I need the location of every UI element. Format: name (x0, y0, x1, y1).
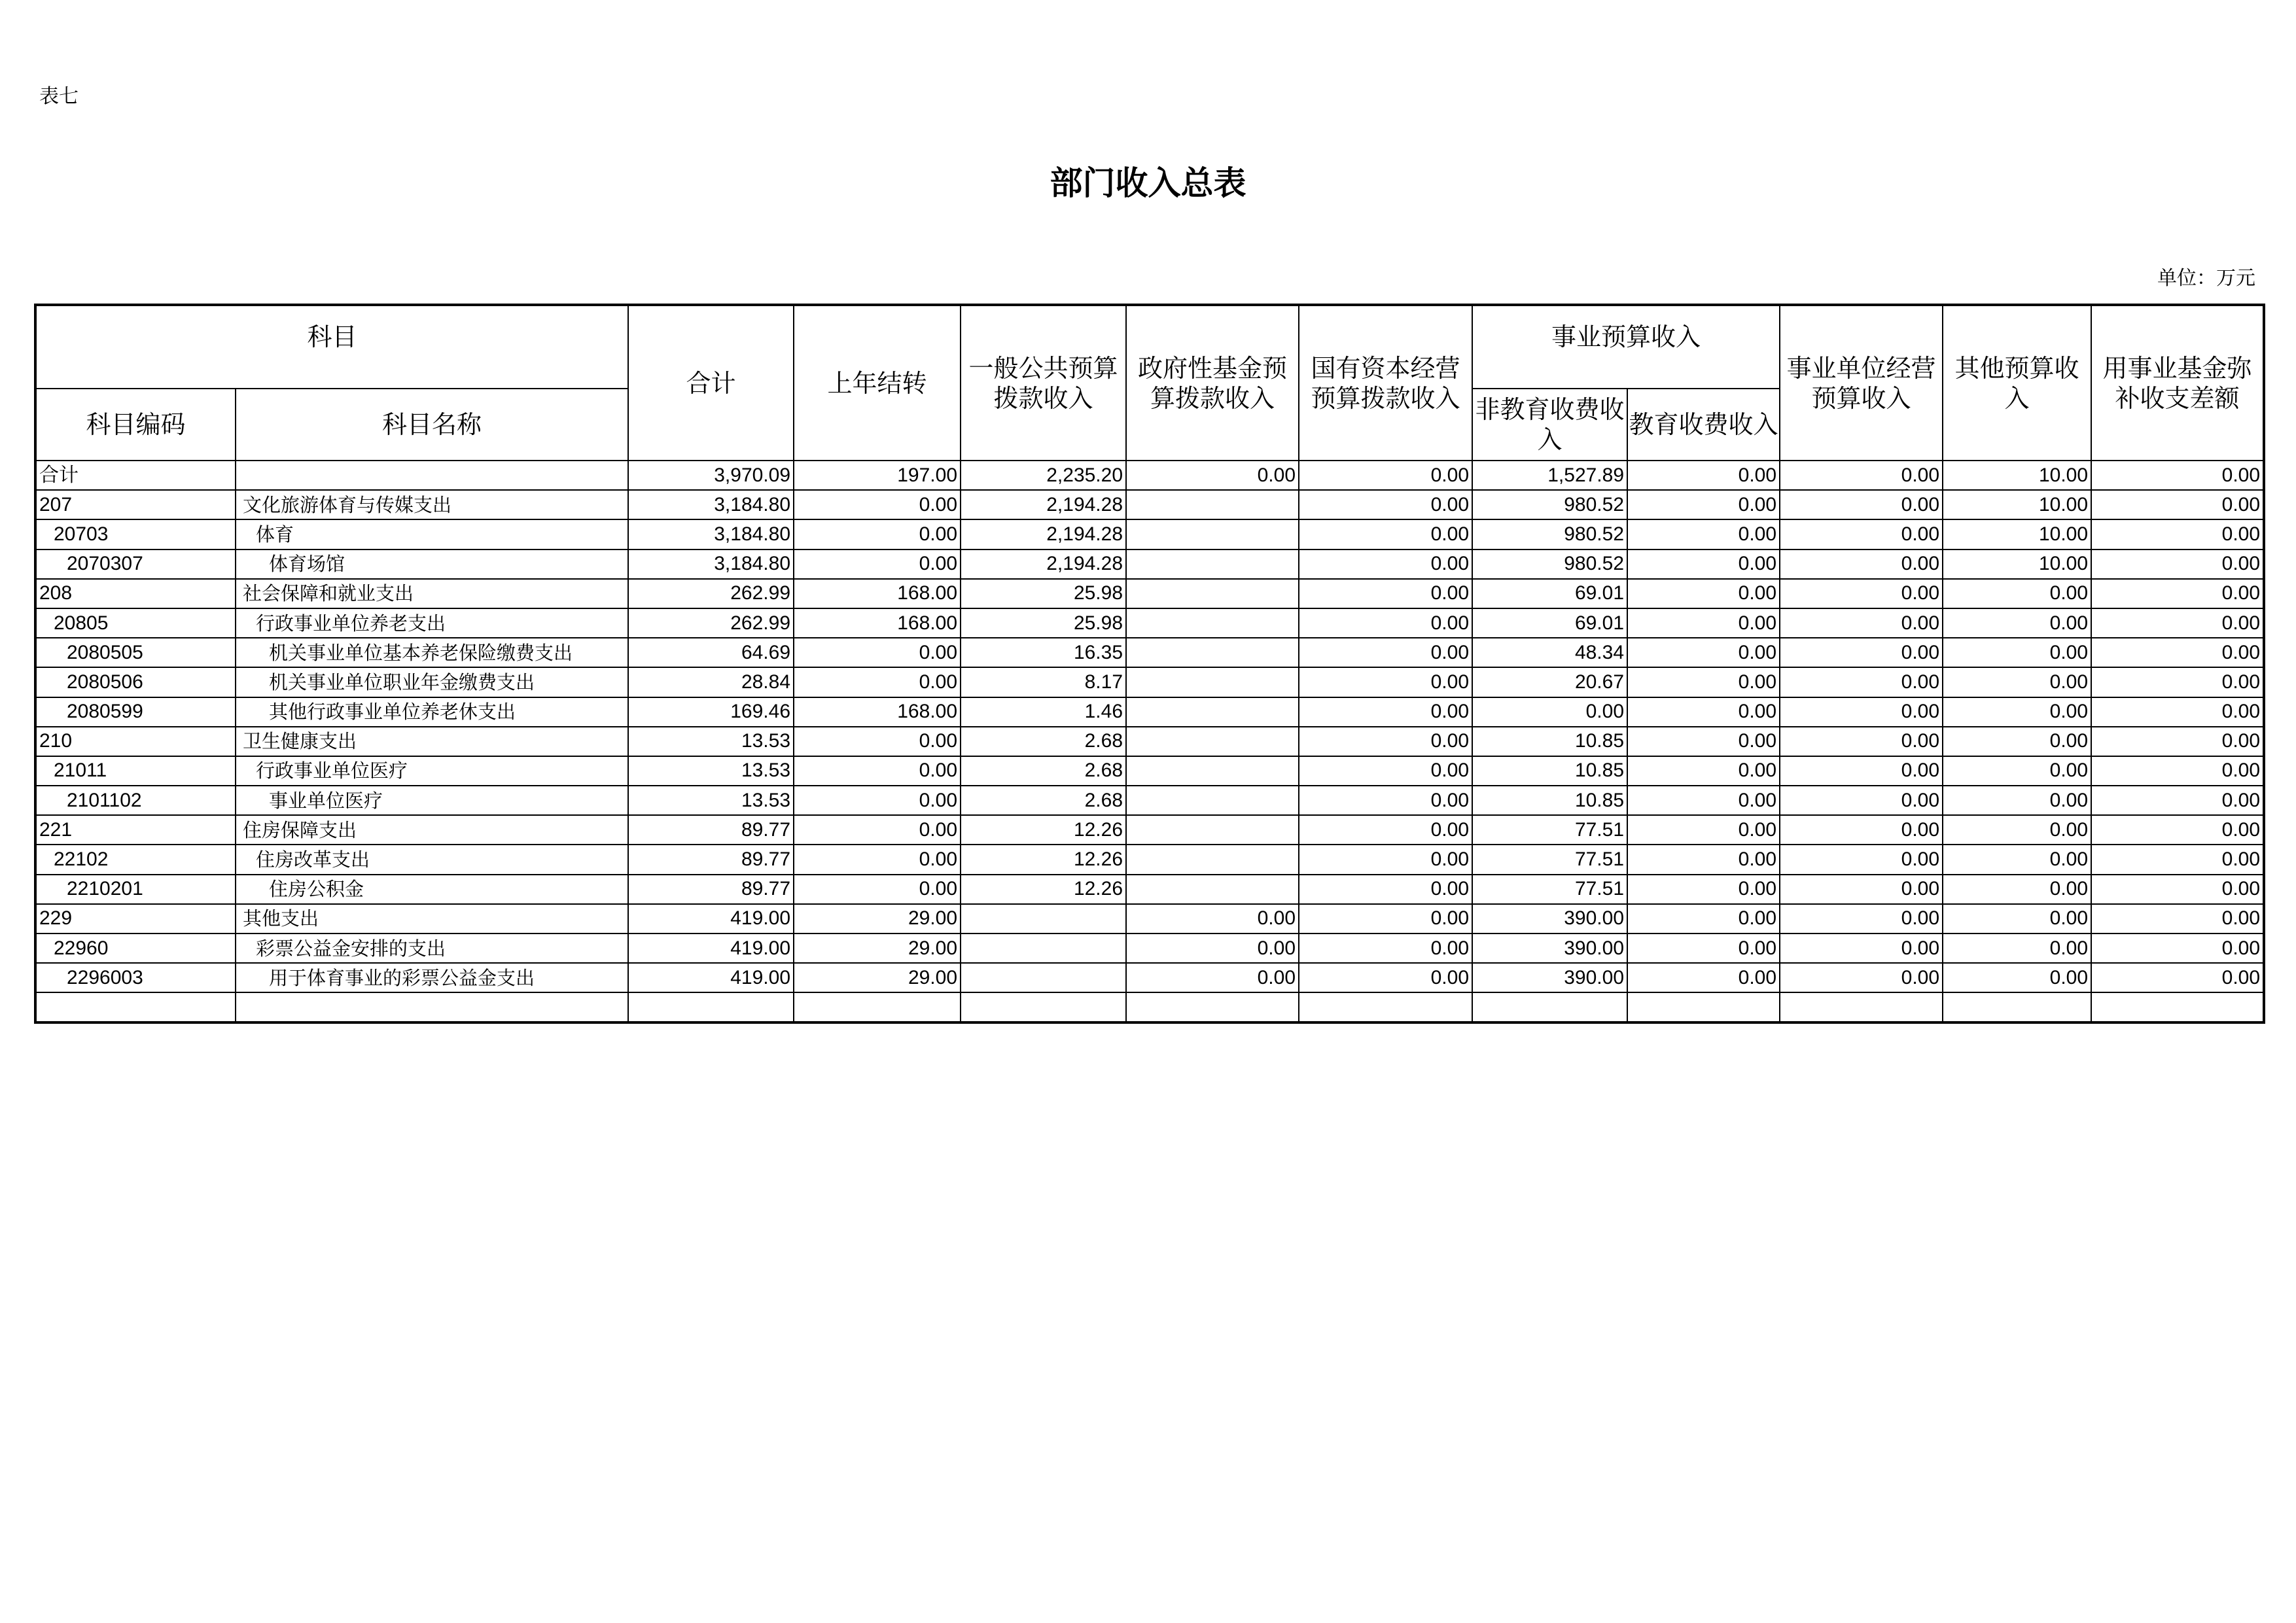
table-row (35, 904, 2264, 934)
cell-general: 8.17 (961, 667, 1126, 697)
cell-subject-code: 229 (35, 904, 236, 934)
cell-fund: 0.00 (2091, 845, 2264, 874)
cell-edu: 0.00 (1627, 697, 1780, 727)
cell-general: 25.98 (961, 579, 1126, 608)
cell-state: 0.00 (1299, 786, 1472, 815)
header-subject: 科目 (35, 305, 628, 389)
cell-operating: 0.00 (1780, 461, 1943, 490)
header-subject-code: 科目编码 (35, 389, 236, 461)
header-subject-name: 科目名称 (236, 389, 628, 461)
cell-other: 0.00 (1943, 815, 2091, 845)
cell-subject-code: 2101102 (35, 786, 236, 815)
cell-total: 13.53 (628, 756, 794, 786)
cell-nonedu: 10.85 (1472, 727, 1627, 756)
cell-other: 10.00 (1943, 461, 2091, 490)
cell-govfund (1126, 697, 1299, 727)
cell-other: 0.00 (1943, 579, 2091, 608)
cell-total: 262.99 (628, 579, 794, 608)
cell-subject-name: 机关事业单位职业年金缴费支出 (236, 667, 628, 697)
cell-subject-code: 2080599 (35, 697, 236, 727)
cell-general: 2.68 (961, 727, 1126, 756)
cell-operating: 0.00 (1780, 519, 1943, 549)
cell-operating: 0.00 (1780, 608, 1943, 638)
cell-subject-code: 207 (35, 490, 236, 519)
cell-nonedu: 48.34 (1472, 638, 1627, 667)
cell-subject-name: 行政事业单位养老支出 (236, 608, 628, 638)
cell-carryover: 0.00 (794, 550, 961, 579)
cell-carryover: 0.00 (794, 815, 961, 845)
cell-subject-name: 体育场馆 (236, 550, 628, 579)
cell-govfund (1126, 845, 1299, 874)
cell-general: 16.35 (961, 638, 1126, 667)
cell-state: 0.00 (1299, 934, 1472, 963)
cell-govfund: 0.00 (1126, 904, 1299, 934)
cell-state: 0.00 (1299, 727, 1472, 756)
cell-state: 0.00 (1299, 608, 1472, 638)
cell-total: 3,184.80 (628, 519, 794, 549)
cell-govfund (1126, 638, 1299, 667)
cell-subject-name (236, 461, 628, 490)
cell-fund: 0.00 (2091, 490, 2264, 519)
cell-edu: 0.00 (1627, 875, 1780, 904)
cell-subject-code: 20805 (35, 608, 236, 638)
cell-operating: 0.00 (1780, 756, 1943, 786)
cell-other: 0.00 (1943, 786, 2091, 815)
cell-other: 0.00 (1943, 875, 2091, 904)
header-other: 其他预算收入 (1943, 305, 2091, 461)
cell-nonedu: 390.00 (1472, 963, 1627, 992)
cell-general (961, 904, 1126, 934)
cell-govfund: 0.00 (1126, 934, 1299, 963)
cell-fund: 0.00 (2091, 934, 2264, 963)
cell-total: 13.53 (628, 727, 794, 756)
cell-subject-name: 住房公积金 (236, 875, 628, 904)
cell-operating: 0.00 (1780, 697, 1943, 727)
cell-subject-name: 体育 (236, 519, 628, 549)
cell-fund: 0.00 (2091, 904, 2264, 934)
cell-carryover: 29.00 (794, 963, 961, 992)
cell-total: 89.77 (628, 845, 794, 874)
cell-operating: 0.00 (1780, 963, 1943, 992)
cell-nonedu (1472, 992, 1627, 1022)
cell-edu: 0.00 (1627, 934, 1780, 963)
cell-nonedu: 10.85 (1472, 786, 1627, 815)
cell-carryover: 0.00 (794, 727, 961, 756)
cell-carryover: 0.00 (794, 786, 961, 815)
cell-fund: 0.00 (2091, 667, 2264, 697)
cell-subject-code: 22960 (35, 934, 236, 963)
cell-fund: 0.00 (2091, 638, 2264, 667)
cell-edu: 0.00 (1627, 579, 1780, 608)
cell-total (628, 992, 794, 1022)
cell-fund: 0.00 (2091, 786, 2264, 815)
sheet-label: 表七 (39, 85, 79, 108)
cell-other (1943, 992, 2091, 1022)
cell-total: 3,970.09 (628, 461, 794, 490)
table-row (35, 845, 2264, 874)
cell-nonedu: 69.01 (1472, 608, 1627, 638)
table-row (35, 727, 2264, 756)
cell-total: 169.46 (628, 697, 794, 727)
table-row (35, 667, 2264, 697)
cell-carryover: 29.00 (794, 904, 961, 934)
cell-subject-code: 合计 (35, 461, 236, 490)
cell-subject-code: 208 (35, 579, 236, 608)
cell-other: 0.00 (1943, 697, 2091, 727)
cell-subject-code: 2080506 (35, 667, 236, 697)
cell-fund (2091, 992, 2264, 1022)
cell-other: 0.00 (1943, 845, 2091, 874)
cell-total: 13.53 (628, 786, 794, 815)
header-business-budget: 事业预算收入 (1472, 305, 1780, 389)
cell-other: 10.00 (1943, 490, 2091, 519)
cell-carryover (794, 992, 961, 1022)
cell-subject-name: 社会保障和就业支出 (236, 579, 628, 608)
cell-state: 0.00 (1299, 815, 1472, 845)
cell-subject-code: 2210201 (35, 875, 236, 904)
cell-state: 0.00 (1299, 667, 1472, 697)
cell-state: 0.00 (1299, 963, 1472, 992)
cell-state: 0.00 (1299, 904, 1472, 934)
cell-general: 2,194.28 (961, 550, 1126, 579)
cell-state: 0.00 (1299, 638, 1472, 667)
table-row (35, 519, 2264, 549)
cell-fund: 0.00 (2091, 461, 2264, 490)
table-row (35, 579, 2264, 608)
cell-general: 2,235.20 (961, 461, 1126, 490)
cell-carryover: 168.00 (794, 697, 961, 727)
cell-operating: 0.00 (1780, 727, 1943, 756)
cell-carryover: 197.00 (794, 461, 961, 490)
cell-nonedu: 69.01 (1472, 579, 1627, 608)
cell-other: 0.00 (1943, 934, 2091, 963)
cell-nonedu: 390.00 (1472, 934, 1627, 963)
cell-general (961, 992, 1126, 1022)
cell-general: 12.26 (961, 815, 1126, 845)
table-row (35, 963, 2264, 992)
cell-nonedu: 1,527.89 (1472, 461, 1627, 490)
cell-total: 419.00 (628, 934, 794, 963)
cell-general: 2,194.28 (961, 490, 1126, 519)
cell-fund: 0.00 (2091, 875, 2264, 904)
cell-total: 419.00 (628, 963, 794, 992)
header-operating: 事业单位经营预算收入 (1780, 305, 1943, 461)
header-gov-fund: 政府性基金预算拨款收入 (1126, 305, 1299, 461)
cell-edu: 0.00 (1627, 904, 1780, 934)
header-non-edu-fee: 非教育收费收入 (1472, 389, 1627, 461)
cell-subject-code: 20703 (35, 519, 236, 549)
cell-operating: 0.00 (1780, 904, 1943, 934)
cell-edu: 0.00 (1627, 519, 1780, 549)
cell-state (1299, 992, 1472, 1022)
cell-edu: 0.00 (1627, 815, 1780, 845)
cell-general: 12.26 (961, 845, 1126, 874)
cell-subject-name: 彩票公益金安排的支出 (236, 934, 628, 963)
cell-subject-name: 文化旅游体育与传媒支出 (236, 490, 628, 519)
cell-carryover: 0.00 (794, 875, 961, 904)
cell-state: 0.00 (1299, 550, 1472, 579)
cell-fund: 0.00 (2091, 550, 2264, 579)
cell-other: 0.00 (1943, 963, 2091, 992)
cell-total: 28.84 (628, 667, 794, 697)
cell-govfund (1126, 579, 1299, 608)
cell-govfund: 0.00 (1126, 461, 1299, 490)
cell-subject-code: 210 (35, 727, 236, 756)
cell-state: 0.00 (1299, 845, 1472, 874)
cell-state: 0.00 (1299, 461, 1472, 490)
cell-other: 0.00 (1943, 756, 2091, 786)
cell-fund: 0.00 (2091, 963, 2264, 992)
cell-carryover: 0.00 (794, 638, 961, 667)
header-carryover: 上年结转 (794, 305, 961, 461)
cell-nonedu: 390.00 (1472, 904, 1627, 934)
header-edu-fee: 教育收费收入 (1627, 389, 1780, 461)
cell-edu: 0.00 (1627, 667, 1780, 697)
cell-subject-code: 21011 (35, 756, 236, 786)
cell-carryover: 0.00 (794, 519, 961, 549)
table-row (35, 875, 2264, 904)
cell-state: 0.00 (1299, 756, 1472, 786)
cell-operating: 0.00 (1780, 845, 1943, 874)
cell-govfund (1126, 727, 1299, 756)
cell-other: 10.00 (1943, 550, 2091, 579)
table-row (35, 461, 2264, 490)
cell-state: 0.00 (1299, 490, 1472, 519)
cell-carryover: 0.00 (794, 845, 961, 874)
cell-govfund (1126, 490, 1299, 519)
cell-general (961, 934, 1126, 963)
cell-operating: 0.00 (1780, 579, 1943, 608)
cell-edu: 0.00 (1627, 608, 1780, 638)
cell-other: 0.00 (1943, 638, 2091, 667)
cell-carryover: 0.00 (794, 756, 961, 786)
cell-state: 0.00 (1299, 579, 1472, 608)
table-row (35, 934, 2264, 963)
cell-govfund (1126, 992, 1299, 1022)
header-fund-offset: 用事业基金弥补收支差额 (2091, 305, 2264, 461)
cell-subject-code: 2296003 (35, 963, 236, 992)
cell-nonedu: 20.67 (1472, 667, 1627, 697)
cell-nonedu: 77.51 (1472, 875, 1627, 904)
cell-other: 0.00 (1943, 904, 2091, 934)
header-state-capital: 国有资本经营预算拨款收入 (1299, 305, 1472, 461)
cell-carryover: 0.00 (794, 490, 961, 519)
cell-state: 0.00 (1299, 875, 1472, 904)
cell-other: 0.00 (1943, 727, 2091, 756)
cell-subject-code: 2070307 (35, 550, 236, 579)
cell-govfund (1126, 550, 1299, 579)
cell-fund: 0.00 (2091, 608, 2264, 638)
cell-other: 0.00 (1943, 667, 2091, 697)
income-summary-table (34, 304, 2265, 1024)
cell-total: 3,184.80 (628, 550, 794, 579)
table-row (35, 992, 2264, 1022)
cell-edu: 0.00 (1627, 490, 1780, 519)
cell-general: 2,194.28 (961, 519, 1126, 549)
cell-total: 64.69 (628, 638, 794, 667)
cell-subject-code: 2080505 (35, 638, 236, 667)
cell-carryover: 0.00 (794, 667, 961, 697)
cell-govfund (1126, 875, 1299, 904)
table-row (35, 490, 2264, 519)
table-row (35, 786, 2264, 815)
cell-edu: 0.00 (1627, 786, 1780, 815)
cell-operating: 0.00 (1780, 638, 1943, 667)
cell-subject-code: 221 (35, 815, 236, 845)
cell-general (961, 963, 1126, 992)
cell-general: 1.46 (961, 697, 1126, 727)
cell-subject-name: 住房保障支出 (236, 815, 628, 845)
cell-govfund: 0.00 (1126, 963, 1299, 992)
table-row (35, 697, 2264, 727)
cell-nonedu: 77.51 (1472, 845, 1627, 874)
cell-nonedu: 10.85 (1472, 756, 1627, 786)
cell-fund: 0.00 (2091, 727, 2264, 756)
cell-subject-name (236, 992, 628, 1022)
cell-operating: 0.00 (1780, 934, 1943, 963)
cell-edu: 0.00 (1627, 845, 1780, 874)
cell-fund: 0.00 (2091, 697, 2264, 727)
cell-other: 0.00 (1943, 608, 2091, 638)
cell-fund: 0.00 (2091, 579, 2264, 608)
cell-subject-name: 行政事业单位医疗 (236, 756, 628, 786)
cell-subject-name: 其他行政事业单位养老休支出 (236, 697, 628, 727)
table-row (35, 608, 2264, 638)
cell-edu: 0.00 (1627, 963, 1780, 992)
cell-total: 419.00 (628, 904, 794, 934)
table-body (35, 461, 2264, 1022)
cell-edu: 0.00 (1627, 461, 1780, 490)
cell-edu: 0.00 (1627, 638, 1780, 667)
cell-govfund (1126, 756, 1299, 786)
cell-state: 0.00 (1299, 697, 1472, 727)
cell-general: 25.98 (961, 608, 1126, 638)
cell-carryover: 168.00 (794, 579, 961, 608)
table-row (35, 756, 2264, 786)
cell-general: 2.68 (961, 756, 1126, 786)
cell-subject-name: 用于体育事业的彩票公益金支出 (236, 963, 628, 992)
cell-state: 0.00 (1299, 519, 1472, 549)
cell-operating: 0.00 (1780, 667, 1943, 697)
cell-subject-code: 22102 (35, 845, 236, 874)
cell-govfund (1126, 519, 1299, 549)
cell-total: 89.77 (628, 875, 794, 904)
cell-govfund (1126, 786, 1299, 815)
cell-subject-code (35, 992, 236, 1022)
cell-operating (1780, 992, 1943, 1022)
table-row (35, 815, 2264, 845)
cell-fund: 0.00 (2091, 815, 2264, 845)
table-row (35, 638, 2264, 667)
cell-nonedu: 0.00 (1472, 697, 1627, 727)
cell-edu (1627, 992, 1780, 1022)
cell-nonedu: 980.52 (1472, 550, 1627, 579)
cell-carryover: 168.00 (794, 608, 961, 638)
header-general-budget: 一般公共预算拨款收入 (961, 305, 1126, 461)
unit-label: 单位：万元 (2157, 267, 2255, 290)
cell-govfund (1126, 608, 1299, 638)
cell-operating: 0.00 (1780, 550, 1943, 579)
cell-carryover: 29.00 (794, 934, 961, 963)
cell-operating: 0.00 (1780, 815, 1943, 845)
cell-fund: 0.00 (2091, 519, 2264, 549)
cell-other: 10.00 (1943, 519, 2091, 549)
header-total: 合计 (628, 305, 794, 461)
cell-govfund (1126, 667, 1299, 697)
cell-operating: 0.00 (1780, 786, 1943, 815)
page-title: 部门收入总表 (1050, 164, 1246, 202)
cell-subject-name: 其他支出 (236, 904, 628, 934)
cell-subject-name: 卫生健康支出 (236, 727, 628, 756)
cell-edu: 0.00 (1627, 756, 1780, 786)
cell-edu: 0.00 (1627, 727, 1780, 756)
cell-operating: 0.00 (1780, 875, 1943, 904)
cell-total: 3,184.80 (628, 490, 794, 519)
cell-edu: 0.00 (1627, 550, 1780, 579)
cell-general: 2.68 (961, 786, 1126, 815)
cell-general: 12.26 (961, 875, 1126, 904)
cell-total: 262.99 (628, 608, 794, 638)
table-row (35, 550, 2264, 579)
cell-subject-name: 住房改革支出 (236, 845, 628, 874)
cell-total: 89.77 (628, 815, 794, 845)
cell-govfund (1126, 815, 1299, 845)
cell-subject-name: 事业单位医疗 (236, 786, 628, 815)
cell-nonedu: 980.52 (1472, 490, 1627, 519)
cell-fund: 0.00 (2091, 756, 2264, 786)
cell-nonedu: 980.52 (1472, 519, 1627, 549)
cell-subject-name: 机关事业单位基本养老保险缴费支出 (236, 638, 628, 667)
cell-nonedu: 77.51 (1472, 815, 1627, 845)
cell-operating: 0.00 (1780, 490, 1943, 519)
